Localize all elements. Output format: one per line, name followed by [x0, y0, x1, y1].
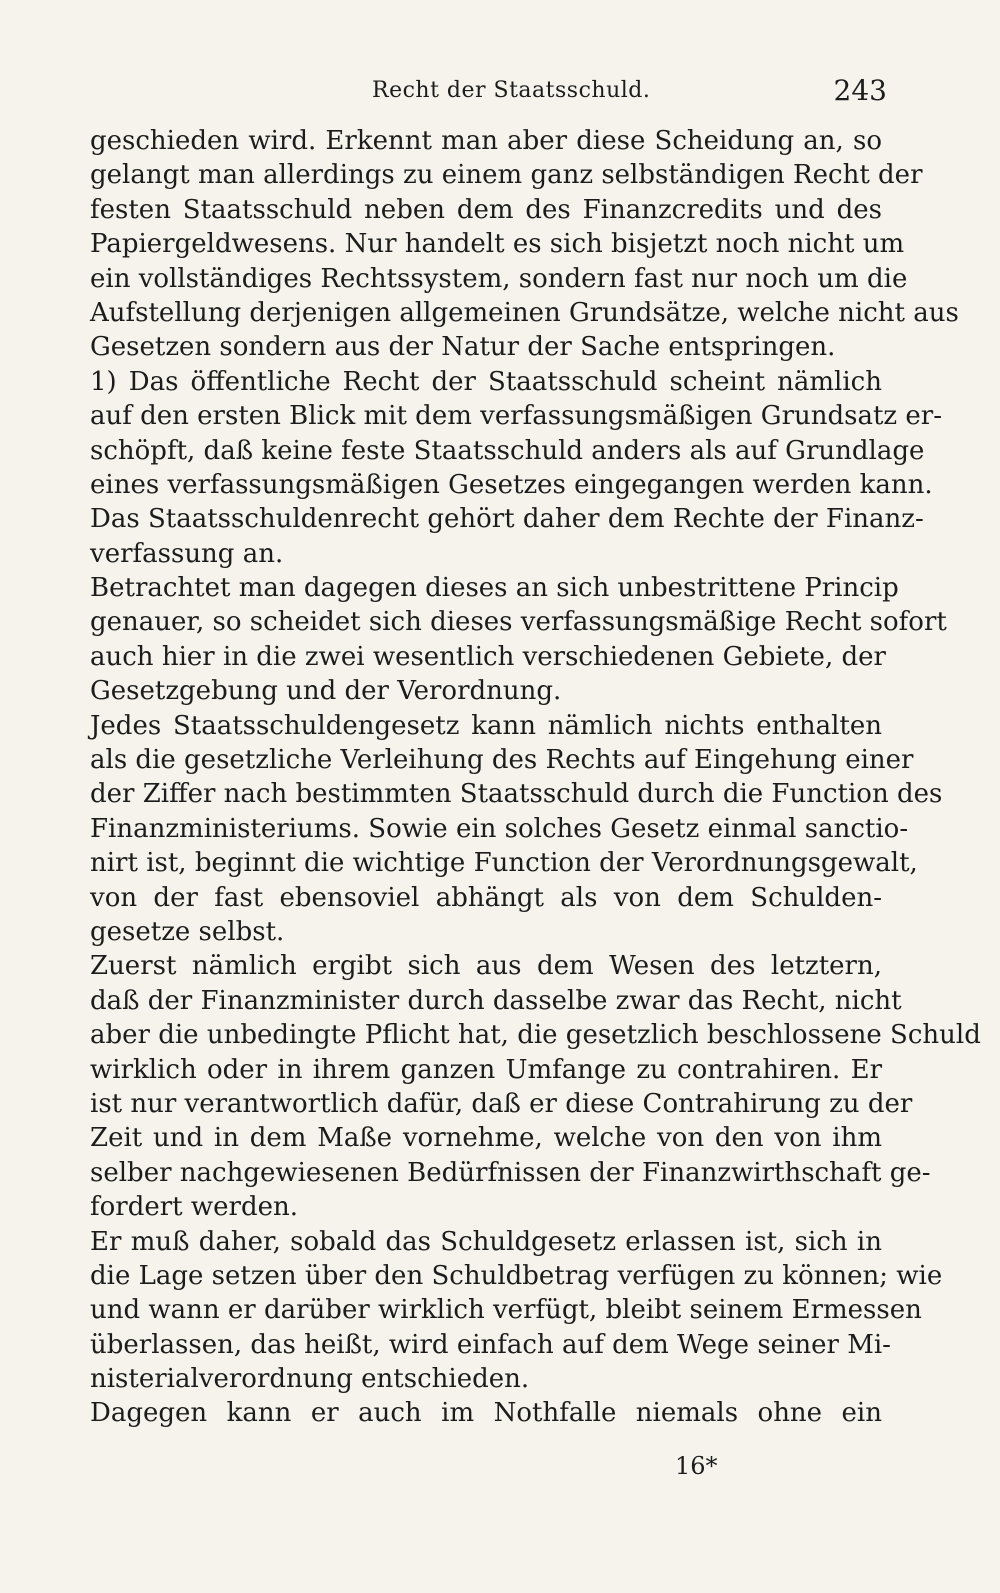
running-title: Recht der Staatsschuld. — [372, 78, 651, 103]
text-line: gesetze selbst. — [90, 916, 285, 947]
text-line: geschieden wird. Erkennt man aber diese Scheidung an, so — [90, 126, 882, 156]
text-line: auch hier in die zwei wesentlich verschiedenen Gebiete, der — [90, 641, 886, 672]
text-line: Zeit und in dem Maße vornehme, welche von den von ihm — [90, 1123, 882, 1154]
page-number: 243 — [833, 74, 887, 107]
text-line: genauer, so scheidet sich dieses verfassungsmäßige Recht sofort — [90, 607, 947, 638]
text-line: der Ziffer nach bestimmten Staatsschuld durch die Function des — [90, 779, 943, 810]
running-head — [0, 74, 1000, 114]
signature-mark: 16* — [675, 1452, 718, 1480]
text-line: Zuerst nämlich ergibt sich aus dem Wesen des letztern, — [90, 951, 882, 982]
text-line: schöpft, daß keine feste Staatsschuld anders als auf Grundlage — [90, 435, 925, 466]
text-line: eines verfassungsmäßigen Gesetzes eingegangen werden kann. — [90, 469, 933, 500]
text-line: Aufstellung derjenigen allgemeinen Grundsätze, welche nicht aus — [90, 297, 959, 328]
text-line: als die gesetzliche Verleihung des Rechts auf Eingehung einer — [90, 745, 914, 776]
text-line: 1) Das öffentliche Recht der Staatsschuld scheint nämlich — [90, 366, 882, 397]
text-line: wirklich oder in ihrem ganzen Umfange zu contrahiren. Er — [90, 1054, 882, 1085]
text-line: gelangt man allerdings zu einem ganz selbständigen Recht der — [90, 160, 923, 191]
text-line: festen Staatsschuld neben dem des Finanzcredits und des — [90, 194, 882, 225]
text-line: verfassung an. — [90, 538, 284, 569]
text-line: auf den ersten Blick mit dem verfassungsmäßigen Grundsatz er- — [90, 401, 942, 432]
body-text — [90, 124, 981, 1431]
text-line: selber nachgewiesenen Bedürfnissen der Finanzwirthschaft ge- — [90, 1157, 931, 1188]
text-line: Dagegen kann er auch im Nothfalle niemals ohne ein — [90, 1398, 882, 1429]
text-line: Betrachtet man dagegen dieses an sich unbestrittene Princip — [90, 573, 899, 604]
text-line: Er muß daher, sobald das Schuldgesetz erlassen ist, sich in — [90, 1226, 882, 1257]
text-line: aber die unbedingte Pflicht hat, die gesetzlich beschlossene Schuld — [90, 1020, 981, 1051]
text-line: fordert werden. — [90, 1192, 298, 1223]
text-line: nisterialverordnung entschieden. — [90, 1364, 530, 1395]
text-line: und wann er darüber wirklich verfügt, bleibt seinem Ermessen — [90, 1295, 922, 1326]
text-line: Papiergeldwesens. Nur handelt es sich bisjetzt noch nicht um — [90, 229, 905, 260]
text-line: ist nur verantwortlich dafür, daß er diese Contrahirung zu der — [90, 1088, 913, 1119]
text-line: Jedes Staatsschuldengesetz kann nämlich nichts enthalten — [90, 710, 882, 741]
text-line: Gesetzen sondern aus der Natur der Sache entspringen. — [90, 332, 836, 363]
text-line: Das Staatsschuldenrecht gehört daher dem Rechte der Finanz- — [90, 504, 924, 535]
text-line: ein vollständiges Rechtssystem, sondern fast nur noch um die — [90, 263, 908, 294]
text-line: daß der Finanzminister durch dasselbe zwar das Recht, nicht — [90, 985, 902, 1016]
text-line: die Lage setzen über den Schuldbetrag verfügen zu können; wie — [90, 1260, 943, 1291]
text-line: überlassen, das heißt, wird einfach auf dem Wege seiner Mi- — [90, 1329, 891, 1360]
text-line: nirt ist, beginnt die wichtige Function der Verordnungsgewalt, — [90, 848, 918, 879]
text-line: Finanzministeriums. Sowie ein solches Gesetz einmal sanctio- — [90, 813, 909, 844]
text-line: von der fast ebensoviel abhängt als von dem Schulden- — [90, 882, 882, 913]
text-line: Gesetzgebung und der Verordnung. — [90, 676, 562, 707]
